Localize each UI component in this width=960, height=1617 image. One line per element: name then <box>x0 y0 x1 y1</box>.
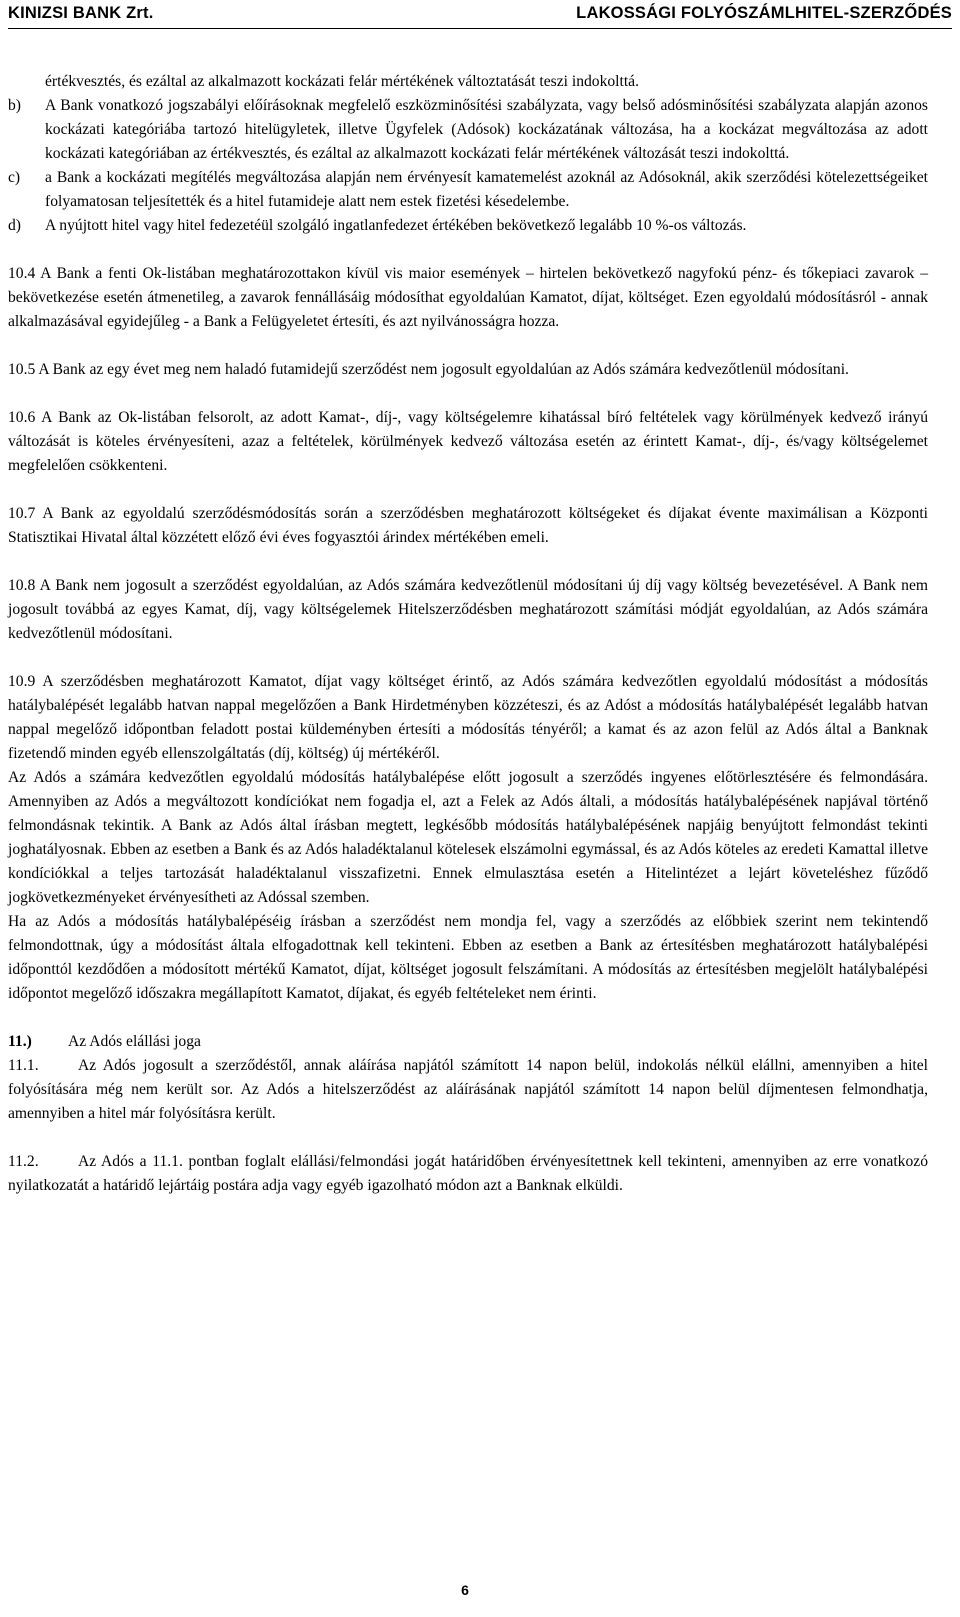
section-11-1-text: Az Adós jogosult a szerződéstől, annak aláírása napjától számított 14 napon belül, indokolás nélkül elállni, amennyiben a hitel folyósítására még nem került sor. Az Adós a hitelszerződést az aláírásának napjától számított 14 napon belül díjmentesen felmondhatja, amennyiben a hitel már folyósításra került. <box>8 1057 928 1122</box>
section-11-2 <box>8 1150 928 1198</box>
header-divider <box>8 28 952 29</box>
list-marker: b) <box>8 97 21 114</box>
section-11-2-text: Az Adós a 11.1. pontban foglalt elállási/felmondási jogát határidőben érvényesítettnek kell tekinteni, amennyiben az erre vonatkozó nyilatkozatát a határidő lejártáig postára adja vagy egyéb igazolható módon azt a Banknak elküldi. <box>8 1153 928 1194</box>
list-item-b <box>8 94 928 166</box>
section-10-4: 10.4 A Bank a fenti Ok-listában meghatározottakon kívül vis maior események – hirtelen bekövetkező nagyfokú pénz- és tőkepiaci zavarok – bekövetkezése esetén átmenetileg, a zavarok fennállásáig módosíthat egyoldalúan Kamatot, díjat, költséget. Ezen egyoldalú módosításról - annak alkalmazásával egyidejűleg - a Bank a Felügyeletet értesíti, és azt nyilvánosságra hozza. <box>8 265 928 330</box>
page-header <box>8 4 952 28</box>
list-marker: c) <box>8 169 21 186</box>
list-item-d <box>8 214 928 238</box>
bank-name: KINIZSI BANK Zrt. <box>8 4 154 22</box>
section-10-9-paragraph-2: Az Adós a számára kedvezőtlen egyoldalú módosítás hatálybalépése előtt jogosult a szerződés ingyenes előtörlesztésére és felmondására. Amennyiben az Adós a megváltozott kondíciókat nem fogadja el, azt a Felek az Adós általi, a módosítás hatálybalépésének napjával történő felmondásnak tekintik. A Bank az Adós által írásban megtett, legkésőbb módosítás hatálybalépésének napjáig benyújtott felmondást tekinti joghatályosnak. Ebben az esetben a Bank és az Adós haladéktalanul kötelesek elszámolni egymással, és az Adós köteles az eredeti Kamattal illetve kondíciókkal a teljes tartozását haladéktalanul visszafizetni. Ennek elmulasztása esetén a Hitelintézet a lejárt követeléshez fűződő jogkövetkezményeket érvényesítheti az Adóssal szemben. <box>8 769 928 906</box>
list-marker: d) <box>8 217 21 234</box>
section-11-2-number: 11.2. <box>8 1153 39 1170</box>
section-11-title: Az Adós elállási joga <box>68 1033 201 1050</box>
list-item-c <box>8 166 928 214</box>
list-item-text: A Bank vonatkozó jogszabályi előírásoknak megfelelő eszközminősítési szabályzata, vagy belső adósminősítési szabályzata alapján azonos kockázati kategóriába tartozó hitelügyletek, illetve Ügyfelek (Adósok) kockázatának változása, ha a kockázat megváltozása az adott kockázati kategóriában az értékvesztés, és ezáltal az alkalmazott kockázati felár mértékének változását teszi indokolttá. <box>45 97 928 162</box>
list-item-text: a Bank a kockázati megítélés megváltozása alapján nem érvényesít kamatemelést azoknál az Adósoknál, akik szerződési kötelezettségeiket folyamatosan teljesítették és a hitel futamideje alatt nem estek fizetési késedelembe. <box>45 169 928 210</box>
section-11-1 <box>8 1054 928 1126</box>
document-body <box>8 70 928 1198</box>
section-10-7: 10.7 A Bank az egyoldalú szerződésmódosítás során a szerződésben meghatározott költségeket és díjakat évente maximálisan a Központi Statisztikai Hivatal által közzétett előző évi éves fogyasztói árindex mértékében emeli. <box>8 505 928 546</box>
section-11-heading <box>8 1030 928 1054</box>
page-number: 6 <box>461 1582 469 1598</box>
section-11-1-number: 11.1. <box>8 1057 39 1074</box>
section-10-9: 10.9 A szerződésben meghatározott Kamatot, díjat vagy költséget érintő, az Adós számára kedvezőtlen egyoldalú módosítást a módosítás hatálybalépését legalább hatvan nappal megelőzően a Bank Hirdetményben közzéteszi, és az Adóst a módosítás hatálybalépését legalább hatvan nappal megelőző időpontban feladott postai küldeményben értesíti a módosítás tényéről; a kamat és az azon felül az Adós által a Banknak fizetendő minden egyéb ellenszolgáltatás (díj, költség) új mértékéről. <box>8 673 928 762</box>
continuation-paragraph: értékvesztés, és ezáltal az alkalmazott kockázati felár mértékének változtatását teszi indokolttá. <box>45 73 640 90</box>
section-10-6: 10.6 A Bank az Ok-listában felsorolt, az adott Kamat-, díj-, vagy költségelemre kihatással bíró feltételek vagy körülmények kedvező irányú változását is köteles érvényesíteni, azaz a feltételek, körülmények kedvező változása esetén az érintett Kamat-, díj-, és/vagy költségelemet megfelelően csökkenteni. <box>8 409 928 474</box>
document-title: LAKOSSÁGI FOLYÓSZÁMLHITEL-SZERZŐDÉS <box>576 4 952 22</box>
list-item-text: A nyújtott hitel vagy hitel fedezetéül szolgáló ingatlanfedezet értékében bekövetkező legalább 10 %-os változás. <box>45 217 747 234</box>
section-10-5: 10.5 A Bank az egy évet meg nem haladó futamidejű szerződést nem jogosult egyoldalúan az Adós számára kedvezőtlenül módosítani. <box>8 361 849 378</box>
section-10-8: 10.8 A Bank nem jogosult a szerződést egyoldalúan, az Adós számára kedvezőtlenül módosítani új díj vagy költség bevezetésével. A Bank nem jogosult továbbá az egyes Kamat, díj, vagy költségelemek Hitelszerződésben meghatározott számítási módját egyoldalúan, az Adós számára kedvezőtlenül módosítani. <box>8 577 928 642</box>
section-11-number: 11.) <box>8 1033 32 1050</box>
section-10-9-paragraph-3: Ha az Adós a módosítás hatálybalépéséig írásban a szerződést nem mondja fel, vagy a szerződés az előbbiek szerint nem tekintendő felmondottnak, úgy a módosítást általa elfogadottnak kell tekinteni. Ebben az esetben a Bank az értesítésben meghatározott hatálybalépési időponttól kezdődően a módosított mértékű Kamatot, díjat, költséget jogosult felszámítani. A módosítás az értesítésben megjelölt hatálybalépési időpontot megelőző időszakra megállapított Kamatot, díjakat, és egyéb feltételeket nem érinti. <box>8 913 928 1002</box>
